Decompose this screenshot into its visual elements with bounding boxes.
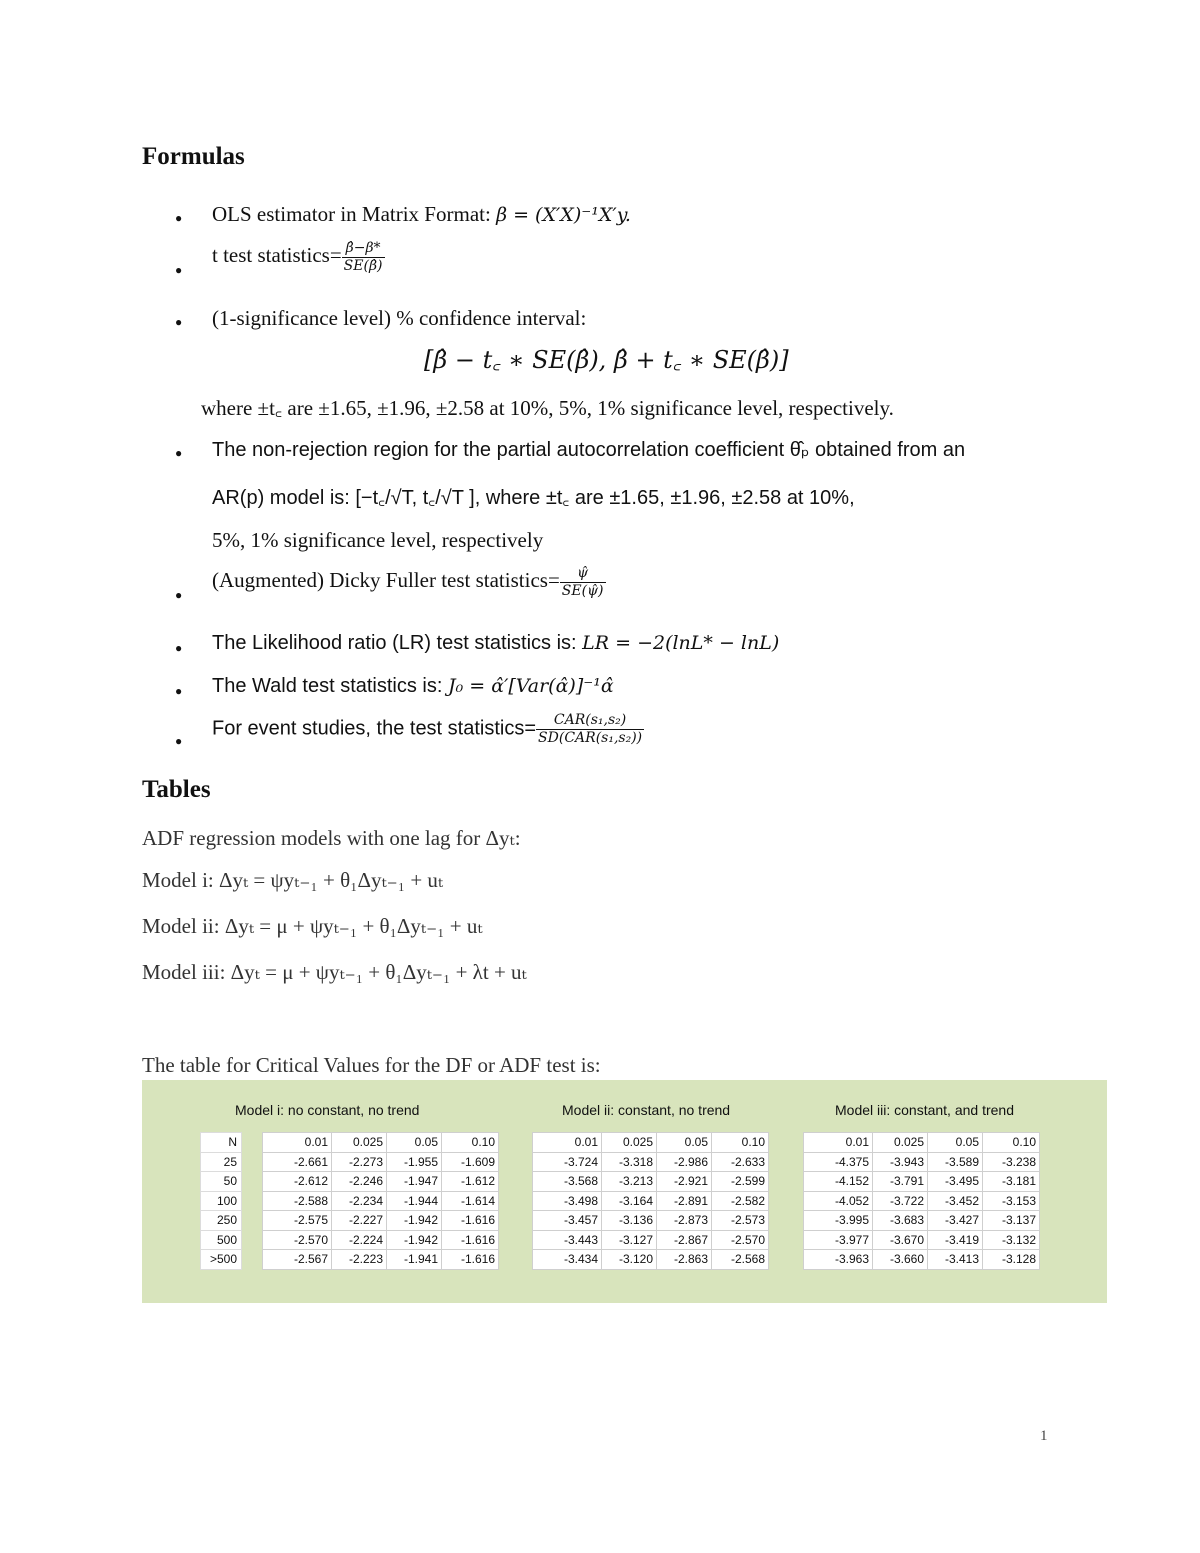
critical-value-cell: -2.224 [332, 1230, 387, 1250]
model-iii-table [803, 1132, 1040, 1270]
critical-value-cell: -3.943 [873, 1152, 928, 1172]
n-value: 50 [201, 1172, 242, 1192]
table-row [804, 1172, 1040, 1192]
critical-value-cell: -3.498 [533, 1191, 602, 1211]
wald-math: J₀ = α̂′[Var(α̂)]⁻¹α̂ [448, 675, 614, 697]
significance-level-header: 0.01 [263, 1133, 332, 1153]
critical-value-cell: -3.722 [873, 1191, 928, 1211]
model-ii-title: Model ii: constant, no trend [562, 1102, 731, 1118]
critical-value-cell: -3.670 [873, 1230, 928, 1250]
critical-value-cell: -2.567 [263, 1250, 332, 1270]
table-row [804, 1152, 1040, 1172]
critical-value-cell: -3.318 [602, 1152, 657, 1172]
event-fraction: $\frac{\text{CAR(s₁,s₂)}}{\text{SD(CAR(s₁,s₂))}}$ [538, 712, 643, 746]
lr-formula: The Likelihood ratio (LR) test statistics is: LR = −2(lnL* − lnL) [212, 632, 780, 654]
critical-value-cell: -1.955 [387, 1152, 442, 1172]
critical-value-cell: -2.273 [332, 1152, 387, 1172]
critical-value-cell: -4.375 [804, 1152, 873, 1172]
critical-value-cell: -3.724 [533, 1152, 602, 1172]
critical-value-cell: -3.120 [602, 1250, 657, 1270]
critical-value-cell: -3.495 [928, 1172, 983, 1192]
bullet-icon [175, 206, 182, 227]
critical-value-cell: -3.128 [983, 1250, 1040, 1270]
table-row [263, 1152, 499, 1172]
significance-level-header: 0.025 [332, 1133, 387, 1153]
critical-value-cell: -1.947 [387, 1172, 442, 1192]
critical-value-cell: -2.573 [712, 1211, 769, 1231]
lr-math: LR = −2(lnL* − lnL) [582, 632, 780, 654]
critical-value-cell: -3.136 [602, 1211, 657, 1231]
significance-level-header: 0.05 [387, 1133, 442, 1153]
table-header-row [533, 1133, 769, 1153]
table-header-row [263, 1133, 499, 1153]
bullet-icon [175, 729, 182, 750]
critical-value-cell: -2.568 [712, 1250, 769, 1270]
critical-value-cell: -2.234 [332, 1191, 387, 1211]
critical-value-cell: -3.683 [873, 1211, 928, 1231]
critical-value-cell: -2.575 [263, 1211, 332, 1231]
table-row [533, 1172, 769, 1192]
critical-value-cell: -3.443 [533, 1230, 602, 1250]
ttest-formula: t test statistics= $\frac{\betâ-\beta*}{SE(\betâ)}$ [212, 240, 383, 274]
adf-fraction: $\frac{\psî}{SE(\psî)}$ [561, 565, 604, 599]
critical-value-cell: -1.942 [387, 1230, 442, 1250]
table-row [533, 1191, 769, 1211]
ci-formula: [β̂ − t꜀ ∗ SE(β̂), β̂ + t꜀ ∗ SE(β̂)] [424, 346, 789, 374]
critical-value-cell: -3.238 [983, 1152, 1040, 1172]
critical-value-cell: -1.609 [442, 1152, 499, 1172]
table-row [533, 1250, 769, 1270]
critical-value-cell: -2.873 [657, 1211, 712, 1231]
significance-level-header: 0.05 [657, 1133, 712, 1153]
critical-value-cell: -3.660 [873, 1250, 928, 1270]
n-value: 250 [201, 1211, 242, 1231]
model-iii-equation: Model iii: Δyₜ = μ + ψyₜ₋₁ + θ₁Δyₜ₋₁ + λt + uₜ [142, 960, 527, 984]
model-iii-title: Model iii: constant, and trend [835, 1102, 1014, 1118]
bullet-icon [175, 583, 182, 604]
critical-value-cell: -4.152 [804, 1172, 873, 1192]
bullet-icon [175, 310, 182, 331]
significance-level-header: 0.10 [712, 1133, 769, 1153]
model-ii-equation: Model ii: Δyₜ = μ + ψyₜ₋₁ + θ₁Δyₜ₋₁ + uₜ [142, 914, 483, 938]
table-row [533, 1152, 769, 1172]
critical-value-cell: -2.612 [263, 1172, 332, 1192]
critical-value-cell: -2.223 [332, 1250, 387, 1270]
critical-value-cell: -2.588 [263, 1191, 332, 1211]
table-row [263, 1211, 499, 1231]
critical-value-cell: -3.568 [533, 1172, 602, 1192]
critical-value-cell: -3.127 [602, 1230, 657, 1250]
critical-value-cell: -2.227 [332, 1211, 387, 1231]
significance-level-header: 0.01 [533, 1133, 602, 1153]
n-value: 25 [201, 1152, 242, 1172]
critical-value-cell: -3.153 [983, 1191, 1040, 1211]
table-row [263, 1250, 499, 1270]
model-i-equation: Model i: Δyₜ = ψyₜ₋₁ + θ₁Δyₜ₋₁ + uₜ [142, 868, 444, 892]
ttest-fraction: $\frac{\betâ-\beta*}{SE(\betâ)}$ [343, 240, 383, 274]
page-number: 1 [1040, 1428, 1048, 1444]
critical-value-cell: -2.599 [712, 1172, 769, 1192]
model-i-table [262, 1132, 499, 1270]
critical-value-cell: -3.791 [873, 1172, 928, 1192]
n-value: 100 [201, 1191, 242, 1211]
ci-where: where ±t꜀ are ±1.65, ±1.96, ±2.58 at 10%, 5%, 1% significance level, respectively. [201, 396, 894, 420]
critical-value-cell: -4.052 [804, 1191, 873, 1211]
ci-intro: (1-significance level) % confidence interval: [212, 306, 587, 330]
critical-value-cell: -3.427 [928, 1211, 983, 1231]
pacf-line-2: AR(p) model is: [−t꜀/√T, t꜀/√T ], where ±t꜀ are ±1.65, ±1.96, ±2.58 at 10%, [212, 487, 855, 509]
table-row [533, 1211, 769, 1231]
table-row [263, 1230, 499, 1250]
critical-value-cell: -2.891 [657, 1191, 712, 1211]
critical-value-cell: -2.863 [657, 1250, 712, 1270]
critical-value-cell: -2.921 [657, 1172, 712, 1192]
critical-value-cell: -3.164 [602, 1191, 657, 1211]
pacf-line-3: 5%, 1% significance level, respectively [212, 528, 544, 552]
significance-level-header: 0.05 [928, 1133, 983, 1153]
critical-value-cell: -2.661 [263, 1152, 332, 1172]
event-formula: For event studies, the test statistics= $\frac{\text{CAR(s₁,s₂)}}{\text{SD(CAR(s₁,s₂))}}$ [212, 712, 643, 746]
critical-value-cell: -3.213 [602, 1172, 657, 1192]
critical-value-cell: -3.963 [804, 1250, 873, 1270]
wald-formula: The Wald test statistics is: J₀ = α̂′[Var(α̂)]⁻¹α̂ [212, 675, 614, 697]
ols-formula: OLS estimator in Matrix Format: β = (X′X)⁻¹X′y. [212, 202, 631, 226]
critical-value-cell: -1.612 [442, 1172, 499, 1192]
adf-formula: (Augmented) Dicky Fuller test statistics= $\frac{\psî}{SE(\psî)}$ [212, 565, 604, 599]
n-header: N [201, 1133, 242, 1153]
formulas-heading: Formulas [142, 143, 245, 170]
n-value: 500 [201, 1230, 242, 1250]
critical-value-cell: -3.413 [928, 1250, 983, 1270]
critical-value-cell: -3.419 [928, 1230, 983, 1250]
n-column-table [200, 1132, 242, 1270]
critical-value-cell: -3.457 [533, 1211, 602, 1231]
critical-value-cell: -2.867 [657, 1230, 712, 1250]
critical-value-cell: -1.616 [442, 1230, 499, 1250]
critical-value-cell: -3.452 [928, 1191, 983, 1211]
critical-value-cell: -2.570 [712, 1230, 769, 1250]
critical-value-cell: -3.589 [928, 1152, 983, 1172]
table-row [804, 1230, 1040, 1250]
table-row [804, 1250, 1040, 1270]
table-row [804, 1211, 1040, 1231]
critical-value-cell: -1.941 [387, 1250, 442, 1270]
cv-intro: The table for Critical Values for the DF or ADF test is: [142, 1053, 601, 1077]
critical-value-cell: -3.137 [983, 1211, 1040, 1231]
critical-value-cell: -1.614 [442, 1191, 499, 1211]
critical-value-cell: -1.942 [387, 1211, 442, 1231]
model-i-title: Model i: no constant, no trend [235, 1102, 420, 1118]
tables-heading: Tables [142, 776, 211, 803]
pacf-line-1: The non-rejection region for the partial autocorrelation coefficient θ̂ₚ obtained from an [212, 439, 966, 461]
significance-level-header: 0.025 [873, 1133, 928, 1153]
critical-values-panel [142, 1080, 1107, 1303]
critical-value-cell: -2.582 [712, 1191, 769, 1211]
table-row [263, 1172, 499, 1192]
bullet-icon [175, 441, 182, 462]
critical-value-cell: -1.944 [387, 1191, 442, 1211]
critical-value-cell: -2.570 [263, 1230, 332, 1250]
n-value: >500 [201, 1250, 242, 1270]
table-header-row [804, 1133, 1040, 1153]
significance-level-header: 0.025 [602, 1133, 657, 1153]
critical-value-cell: -3.181 [983, 1172, 1040, 1192]
significance-level-header: 0.10 [442, 1133, 499, 1153]
critical-value-cell: -2.633 [712, 1152, 769, 1172]
critical-value-cell: -3.434 [533, 1250, 602, 1270]
critical-value-cell: -2.986 [657, 1152, 712, 1172]
bullet-icon [175, 636, 182, 657]
bullet-icon [175, 679, 182, 700]
adf-intro: ADF regression models with one lag for Δyₜ: [142, 826, 521, 850]
ols-math: β = (X′X)⁻¹X′y. [496, 204, 631, 226]
significance-level-header: 0.01 [804, 1133, 873, 1153]
bullet-icon [175, 258, 182, 279]
table-row [533, 1230, 769, 1250]
critical-value-cell: -2.246 [332, 1172, 387, 1192]
critical-value-cell: -1.616 [442, 1211, 499, 1231]
significance-level-header: 0.10 [983, 1133, 1040, 1153]
table-row [804, 1191, 1040, 1211]
critical-value-cell: -3.132 [983, 1230, 1040, 1250]
model-ii-table [532, 1132, 769, 1270]
table-row [263, 1191, 499, 1211]
critical-value-cell: -3.977 [804, 1230, 873, 1250]
critical-value-cell: -3.995 [804, 1211, 873, 1231]
critical-value-cell: -1.616 [442, 1250, 499, 1270]
